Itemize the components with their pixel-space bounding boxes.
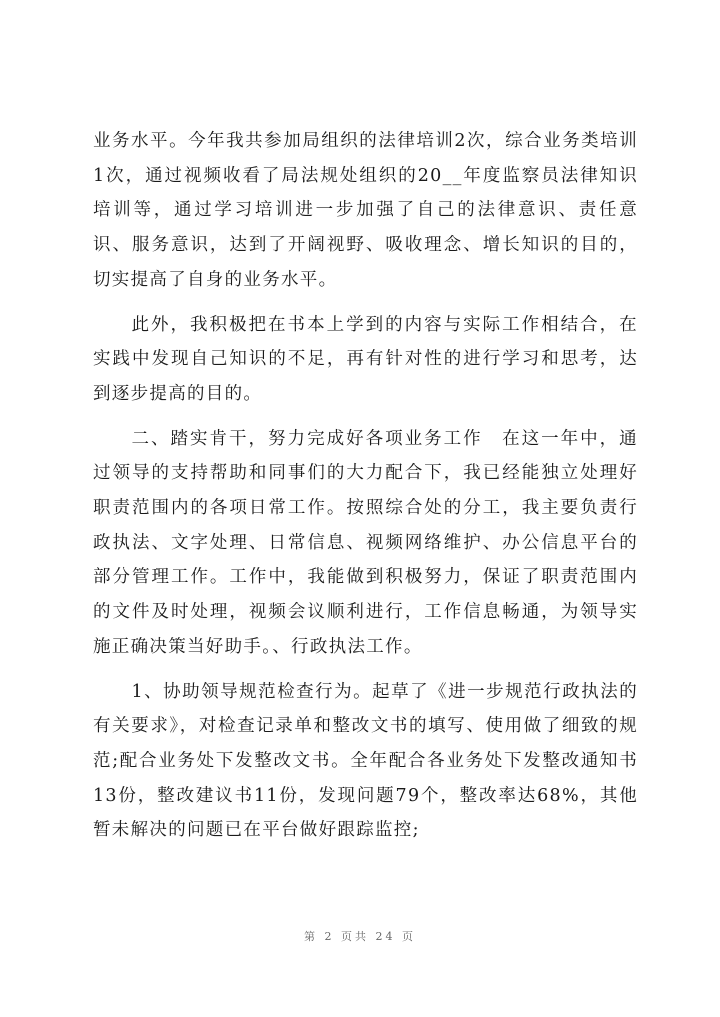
document-body: [93, 124, 638, 858]
paragraph-section-two: 二、踏实肯干，努力完成好各项业务工作 在这一年中，通过领导的支持帮助和同事们的大力配合下，我已经能独立处理好职责范围内的各项日常工作。按照综合处的分工，我主要负责行政执法、文字处理、日常信息、视频网络维护、办公信息平台的部分管理工作。工作中，我能做到积极努力，保证了职责范围内的文件及时处理，视频会议顺利进行，工作信息畅通，为领导实施正确决策当好助手。、行政执法工作。: [93, 428, 638, 657]
paragraph-practice: 此外，我积极把在书本上学到的内容与实际工作相结合，在实践中发现自己知识的不足，再有针对性的进行学习和思考，达到逐步提高的目的。: [93, 314, 638, 404]
paragraph-continuation: 业务水平。今年我共参加局组织的法律培训2次，综合业务类培训1次，通过视频收看了局法规处组织的20__年度监察员法律知识培训等，通过学习培训进一步加强了自己的法律意识、责任意识、服务意识，达到了开阔视野、吸收理念、增长知识的目的，切实提高了自身的业务水平。: [93, 131, 638, 290]
page-footer: 第 2 页共 24 页: [304, 930, 416, 943]
paragraph-item-one: 1、协助领导规范检查行为。起草了《进一步规范行政执法的有关要求》，对检查记录单和整改文书的填写、使用做了细致的规范;配合业务处下发整改文书。全年配合各业务处下发整改通知书13份，整改建议书11份，发现问题79个，整改率达68%，其他暂未解决的问题已在平台做好跟踪监控;: [93, 681, 638, 841]
